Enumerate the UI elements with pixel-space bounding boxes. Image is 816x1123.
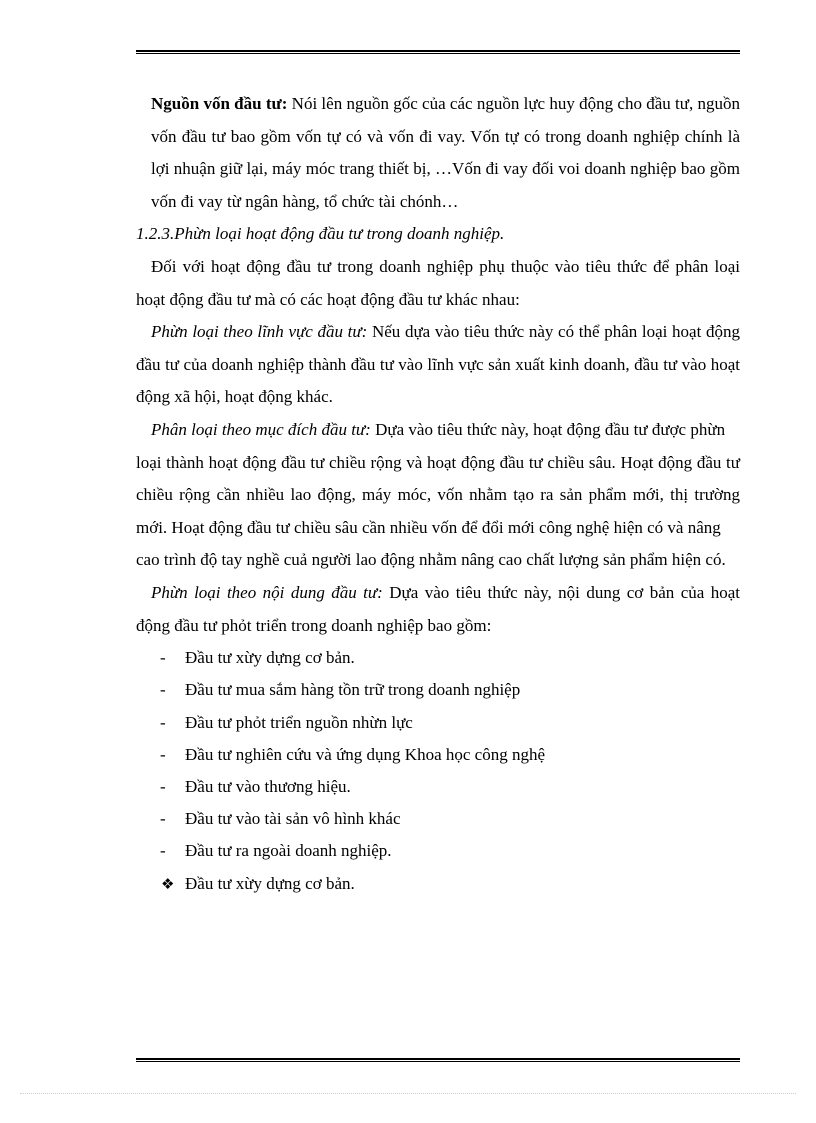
list-item: - Đầu tư mua sắm hàng tồn trữ trong doanh nghiệp [136, 674, 740, 706]
diamond-bullet-icon: ❖ [161, 874, 175, 893]
dash-bullet: - [160, 648, 166, 668]
dash-bullet: - [160, 841, 166, 861]
page-body [136, 88, 740, 900]
list-item: - Đầu tư nghiên cứu và ứng dụng Khoa học công nghệ [136, 739, 740, 771]
paragraph-text: Nếu dựa vào tiêu thức này có thể phân loại hoạt động đầu tư của doanh nghiệp thành đầu tư vào lĩnh vực sản xuất kinh doanh, đầu tư vào hoạt động xã hội, hoạt động khác. [136, 322, 740, 407]
paragraph-purpose-continued: loại thành hoạt động đầu tư chiều rộng và hoạt động đầu tư chiều sâu. Hoạt động đầu tư chiều rộng cần nhiều lao động, máy móc, vốn nhằm tạo ra sản phẩm mới, thị trường mới. Hoạt động đầu tư chiều sâu cần nhiều vốn để đổi mới công nghệ hiện có và nâng [136, 452, 740, 537]
list-item: - Đầu tư vào thương hiệu. [136, 771, 740, 803]
dash-bullet: - [160, 744, 166, 764]
list-item: - Đầu tư xừy dựng cơ bản. [136, 642, 740, 674]
list-item: - Đầu tư vào tài sản vô hình khác [136, 803, 740, 835]
paragraph-by-content [136, 577, 740, 642]
paragraph-by-purpose [136, 414, 740, 447]
list-item: - Đầu tư phỏt triển nguồn nhừn lực [136, 707, 740, 739]
paragraph-text: Dựa vào tiêu thức này, hoạt động đầu tư được phừn [370, 419, 726, 439]
section-heading: 1.2.3.Phừn loại hoạt động đầu tư trong doanh nghiệp. [136, 224, 505, 244]
paragraph-intro: Đối với hoạt động đầu tư trong doanh nghiệp phụ thuộc vào tiêu thức để phân loại hoạt động đầu tư mà có các hoạt động đầu tư khác nhau: [136, 256, 740, 309]
list-item-diamond: ❖ Đầu tư xừy dựng cơ bản. [136, 868, 740, 900]
dash-bullet: - [160, 776, 166, 796]
paragraph-investment-capital [136, 88, 740, 218]
dash-bullet: - [160, 809, 166, 829]
investment-content-list [136, 642, 740, 900]
page-edge-divider [20, 1093, 796, 1094]
header-rule [136, 50, 740, 54]
list-item: - Đầu tư ra ngoài doanh nghiệp. [136, 835, 740, 867]
term-by-content: Phừn loại theo nội dung đầu tư: [151, 582, 383, 602]
footer-rule [136, 1058, 740, 1062]
paragraph-purpose-end: cao trình độ tay nghề cuả người lao động nhằm nâng cao chất lượng sản phẩm hiện có. [136, 550, 726, 570]
dash-bullet: - [160, 680, 166, 700]
paragraph-text: Nói lên nguồn gốc của các nguồn lực huy động cho đầu tư, nguồn vốn đầu tư bao gồm vốn tự có và vốn đi vay. Vốn tự có trong doanh nghiệp chính là lợi nhuận giữ lại, máy móc trang thiết bị, …Vốn đi vay đối voi doanh nghiệp bao gồm vốn đi vay từ ngân hàng, tổ chức tài chónh… [151, 94, 740, 211]
term-by-purpose: Phân loại theo mục đích đầu tư: [151, 419, 371, 439]
term-investment-capital: Nguồn vốn đầu tư: [151, 94, 288, 113]
paragraph-by-field [136, 316, 740, 414]
term-by-field: Phừn loại theo lĩnh vực đầu tư: [151, 322, 368, 342]
dash-bullet: - [160, 712, 166, 732]
paragraph-text: Dựa vào tiêu thức này, nội dung cơ bản của hoạt động đầu tư phỏt triển trong doanh nghiệp bao gồm: [136, 582, 740, 635]
